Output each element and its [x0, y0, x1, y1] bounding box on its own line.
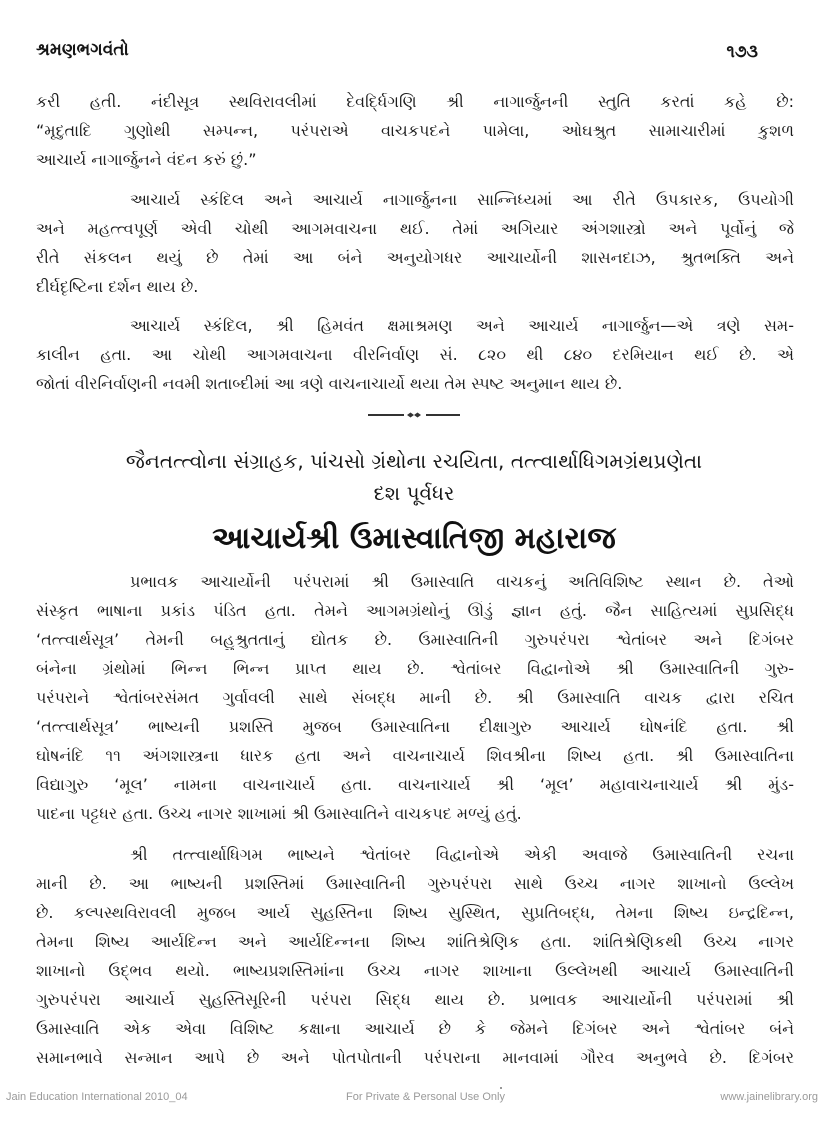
- section-subtitle: જૈનતત્ત્વોના સંગ્રાહક, પાંચસો ગ્રંથોના રચયિતા, તત્ત્વાર્થાધિગમગ્રંથપ્રણેતા: [125, 449, 703, 473]
- footer-publisher: Jain Education International 2010_04: [6, 1091, 188, 1103]
- text-line: ઘોષનંદિ ૧૧ અંગશાસ્ત્રના ધારક હતા અને વાચનાચાર્ય શિવશ્રીના શિષ્ય હતા. શ્રી ઉમાસ્વાતિના: [36, 746, 794, 765]
- divider-rule: [368, 414, 404, 416]
- footer-usage-note: For Private & Personal Use Only: [346, 1091, 505, 1103]
- text-line: પરંપરાને શ્વેતાંબરસંમત ગુર્વાવલી સાથે સંબદ્ધ માની છે. શ્રી ઉમાસ્વાતિ વાચક દ્વારા રચિત: [36, 688, 794, 707]
- text-line: ગુરુપરંપરા આચાર્ય સુહસ્તિસૂરિની પરંપરા સિદ્ધ થાય છે. પ્રભાવક આચાર્યોની પરંપરામાં શ્રી: [36, 990, 794, 1009]
- running-title: શ્રમણભગવંતો: [36, 40, 129, 60]
- text-line: છે. કલ્પસ્થવિરાવલી મુજબ આર્ય સુહસ્તિના શિષ્ય સુસ્થિત, સુપ્રતિબદ્ધ, તેમના શિષ્ય ઇન્દ્રદિન્ન,: [36, 903, 794, 922]
- text-line: ‘તત્ત્વાર્થસૂત્ર’ તેમની બહુશ્રુતતાનું દ્યોતક છે. ઉમાસ્વાતિની ગુરુપરંપરા શ્વેતાંબર અને દિગંબર: [36, 630, 794, 649]
- text-line: અને મહત્ત્વપૂર્ણ એવી ચોથી આગમવાચના થઈ. તેમાં અગિયાર અંગશાસ્ત્રો અને પૂર્વોનું જે: [36, 219, 794, 238]
- ornamental-divider: [368, 412, 460, 418]
- text-line: આચાર્ય સ્કંદિલ, શ્રી હિમવંત ક્ષમાશ્રમણ અને આચાર્ય નાગાર્જુન—એ ત્રણે સમ-: [130, 316, 794, 335]
- divider-rule: [426, 414, 460, 416]
- text-line: બંનેના ગ્રંથોમાં ભિન્ન ભિન્ન પ્રાપ્ત થાય છે. શ્વેતાંબર વિદ્વાનોએ શ્રી ઉમાસ્વાતિની ગુરુ-: [36, 659, 794, 678]
- text-line: ઉમાસ્વાતિ એક એવા વિશિષ્ટ કક્ષાના આચાર્ય છે કે જેમને દિગંબર અને શ્વેતાંબર બંને: [36, 1019, 794, 1038]
- text-line: સમાનભાવે સન્માન આપે છે અને પોતપોતાની પરંપરાના માનવામાં ગૌરવ અનુભવે છે. દિગંબર: [36, 1048, 794, 1067]
- diamond-ornament-icon: [407, 412, 421, 418]
- text-line: વિદ્યાગુરુ ‘મૂલ’ નામના વાચનાચાર્ય હતા. વાચનાચાર્ય શ્રી ‘મૂલ’ મહાવાચનાચાર્ય શ્રી મુંડ-: [36, 775, 794, 794]
- text-line: કાલીન હતા. આ ચોથી આગમવાચના વીરનિર્વાણ સં. ૮૨૦ થી ૮૪૦ દરમિયાન થઈ છે. એ: [36, 345, 794, 364]
- section-subtitle-2: દશ પૂર્વધર: [373, 481, 455, 505]
- text-line: જોતાં વીરનિર્વાણની નવમી શતાબ્દીમાં આ ત્રણે વાચનાચાર્યો થયા તેમ સ્પષ્ટ અનુમાન થાય છે.: [36, 374, 623, 393]
- text-line: શાખાનો ઉદ્ભવ થયો. ભાષ્યપ્રશસ્તિમાંના ઉચ્ચ નાગર શાખાના ઉલ્લેખથી આચાર્ય ઉમાસ્વાતિની: [36, 961, 794, 980]
- text-line: દીર્ઘદૃષ્ટિના દર્શન થાય છે.: [36, 277, 199, 296]
- text-line: તેમના શિષ્ય આર્યદિન્ન અને આર્યદિન્નના શિષ્ય શાંતિશ્રેણિક હતા. શાંતિશ્રેણિકથી ઉચ્ચ નાગર: [36, 932, 794, 951]
- text-line: કરી હતી. નંદીસૂત્ર સ્થવિરાવલીમાં દેવર્દ્ધિગણિ શ્રી નાગાર્જુનની સ્તુતિ કરતાં કહે છે:: [36, 92, 794, 111]
- footer-website-link[interactable]: www.jainelibrary.org: [720, 1091, 818, 1103]
- scan-speck: [500, 1087, 502, 1089]
- page-number: ૧૭૩: [726, 42, 758, 62]
- text-line: માની છે. આ ભાષ્યની પ્રશસ્તિમાં ઉમાસ્વાતિની ગુરુપરંપરા સાથે ઉચ્ચ નાગર શાખાનો ઉલ્લેખ: [36, 874, 794, 893]
- text-line: શ્રી તત્ત્વાર્થાધિગમ ભાષ્યને શ્વેતાંબર વિદ્વાનોએ એકી અવાજે ઉમાસ્વાતિની રચના: [130, 845, 794, 864]
- text-line: આચાર્ય નાગાર્જુનને વંદન કરું છું.”: [36, 150, 257, 169]
- text-line: પ્રભાવક આચાર્યોની પરંપરામાં શ્રી ઉમાસ્વાતિ વાચકનું અતિવિશિષ્ટ સ્થાન છે. તેઓ: [130, 572, 794, 591]
- text-line: સંસ્કૃત ભાષાના પ્રકાંડ પંડિત હતા. તેમને આગમગ્રંથોનું ઊંડું જ્ઞાન હતું. જૈન સાહિત્યમાં સુપ્રસિદ્ધ: [36, 601, 794, 620]
- text-line: પાદના પટ્ટધર હતા. ઉચ્ચ નાગર શાખામાં શ્રી ઉમાસ્વાતિને વાચકપદ મળ્યું હતું.: [36, 804, 522, 823]
- text-line: રીતે સંકલન થયું છે તેમાં આ બંને અનુયોગધર આચાર્યોની શાસનદાઝ, શ્રુતભક્તિ અને: [36, 248, 794, 267]
- section-title: આચાર્યશ્રી ઉમાસ્વાતિજી મહારાજ: [212, 521, 616, 556]
- text-line: “મૃદુતાદિ ગુણોથી સમ્પન્ન, પરંપરાએ વાચકપદને પામેલા, ઓઘશ્રુત સામાચારીમાં કુશળ: [36, 121, 794, 140]
- text-line: આચાર્ય સ્કંદિલ અને આચાર્ય નાગાર્જુનના સાન્નિધ્યમાં આ રીતે ઉપકારક, ઉપયોગી: [130, 190, 794, 209]
- text-line: ‘તત્ત્વાર્થસૂત્ર’ ભાષ્યની પ્રશસ્તિ મુજબ ઉમાસ્વાતિના દીક્ષાગુરુ આચાર્ય ઘોષનંદિ હતા. શ્રી: [36, 717, 794, 736]
